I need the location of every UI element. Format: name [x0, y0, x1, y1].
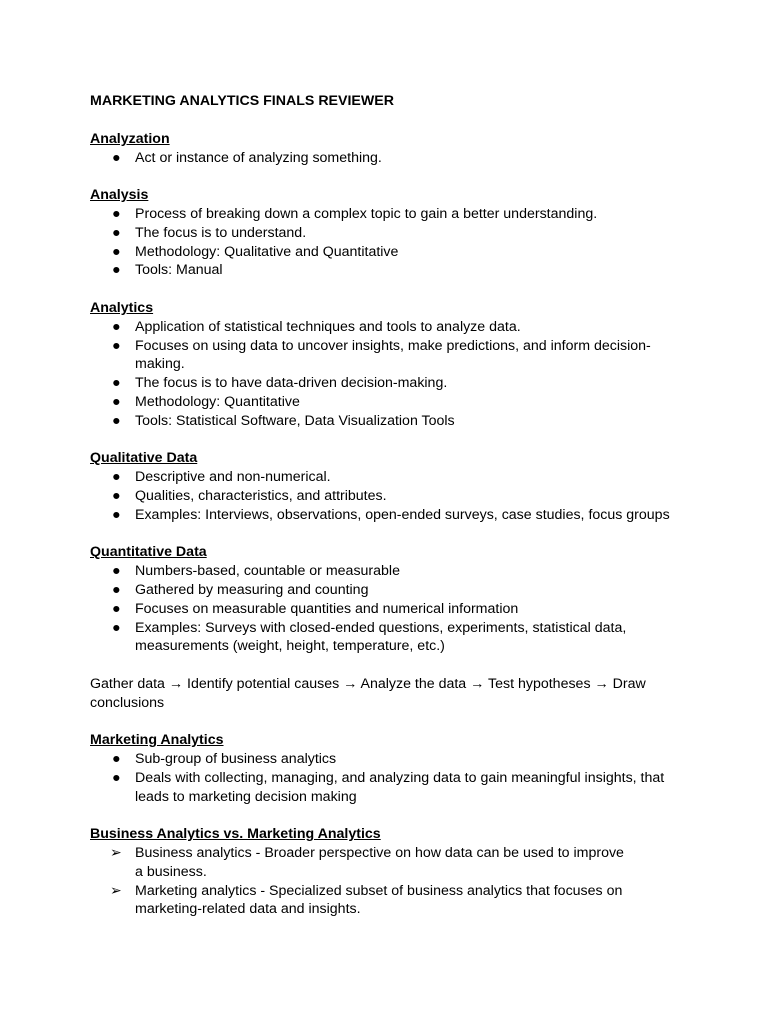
bullet-icon: ●	[112, 243, 121, 260]
list-item	[90, 243, 665, 262]
list-item	[90, 562, 665, 581]
list-item	[90, 318, 665, 337]
section-heading: Analytics	[90, 299, 154, 316]
section-heading: Analyzation	[90, 130, 170, 147]
list-item	[90, 750, 665, 769]
bullet-list	[90, 750, 768, 806]
section-heading: Qualitative Data	[90, 450, 198, 467]
bullet-icon: ●	[112, 506, 121, 523]
list-item-text: Methodology: Qualitative and Quantitative	[135, 243, 399, 260]
list-item-text: Process of breaking down a complex topic to gain a better understanding.	[135, 205, 598, 222]
bullet-list	[90, 318, 768, 431]
list-item	[90, 844, 635, 882]
section-heading: Marketing Analytics	[90, 732, 224, 749]
bullet-icon: ●	[112, 375, 121, 392]
list-item	[90, 506, 695, 525]
list-item-text: Marketing analytics - Specialized subset of business analytics that focuses on marketing-related data and insights.	[135, 882, 623, 918]
list-item-text: Sub-group of business analytics	[135, 751, 337, 768]
section-heading: Analysis	[90, 187, 149, 204]
list-item-text: Tools: Manual	[135, 262, 223, 279]
list-item	[90, 393, 665, 412]
bullet-icon: ●	[112, 262, 121, 279]
bullet-icon: ●	[112, 769, 121, 786]
section-qualitative-data	[90, 449, 768, 524]
list-item-text: Qualities, characteristics, and attributes.	[135, 487, 387, 504]
section-analyzation	[90, 130, 768, 168]
list-item-text: Examples: Surveys with closed-ended questions, experiments, statistical data, measurements (weight, height, temperature, etc.)	[135, 619, 627, 655]
list-item	[90, 487, 665, 506]
bullet-icon: ●	[112, 619, 121, 636]
arrow-bullet-icon: ➢	[110, 845, 122, 862]
list-item	[90, 619, 635, 657]
bullet-list	[90, 562, 768, 656]
bullet-list	[90, 149, 768, 168]
section-analysis	[90, 186, 768, 280]
list-item-text: Focuses on using data to uncover insights, make predictions, and inform decision-making.	[135, 337, 651, 373]
list-item	[90, 600, 665, 619]
section-business-vs-marketing	[90, 825, 768, 919]
list-item-text: Application of statistical techniques and tools to analyze data.	[135, 318, 521, 335]
bullet-list	[90, 468, 768, 524]
list-item-text: The focus is to understand.	[135, 224, 307, 241]
arrow-bullet-icon: ➢	[110, 882, 122, 899]
list-item-text: Business analytics - Broader perspective on how data can be used to improve a business.	[135, 845, 624, 880]
list-item	[90, 769, 665, 807]
document-title: MARKETING ANALYTICS FINALS REVIEWER	[90, 93, 394, 109]
bullet-icon: ●	[112, 149, 121, 166]
list-item-text: Numbers-based, countable or measurable	[135, 563, 400, 580]
list-item-text: Tools: Statistical Software, Data Visualization Tools	[135, 412, 455, 429]
bullet-icon: ●	[112, 563, 121, 580]
list-item-text: Deals with collecting, managing, and analyzing data to gain meaningful insights, that leads to marketing decision making	[135, 769, 665, 805]
bullet-icon: ●	[112, 487, 121, 504]
list-item	[90, 468, 665, 487]
process-flow-text: Gather data → Identify potential causes → Analyze the data → Test hypotheses → Draw conclusions	[90, 675, 646, 711]
list-item-text: Methodology: Quantitative	[135, 393, 300, 410]
list-item	[90, 412, 665, 431]
list-item-text: Act or instance of analyzing something.	[135, 149, 382, 166]
list-item-text: Focuses on measurable quantities and numerical information	[135, 600, 519, 617]
list-item-text: Descriptive and non-numerical.	[135, 469, 331, 486]
list-item	[90, 374, 665, 393]
list-item	[90, 337, 665, 375]
bullet-list	[90, 205, 768, 280]
bullet-icon: ●	[112, 412, 121, 429]
section-analytics	[90, 299, 768, 431]
bullet-icon: ●	[112, 337, 121, 354]
bullet-icon: ●	[112, 751, 121, 768]
list-item	[90, 261, 665, 280]
list-item	[90, 581, 665, 600]
list-item	[90, 224, 665, 243]
bullet-icon: ●	[112, 581, 121, 598]
list-item	[90, 882, 635, 920]
bullet-icon: ●	[112, 600, 121, 617]
bullet-icon: ●	[112, 224, 121, 241]
bullet-icon: ●	[112, 393, 121, 410]
section-heading: Quantitative Data	[90, 544, 207, 561]
arrow-list	[90, 844, 768, 919]
bullet-icon: ●	[112, 205, 121, 222]
bullet-icon: ●	[112, 469, 121, 486]
section-heading: Business Analytics vs. Marketing Analytics	[90, 826, 381, 843]
section-quantitative-data	[90, 543, 768, 656]
section-marketing-analytics	[90, 731, 768, 806]
list-item	[90, 205, 665, 224]
list-item-text: The focus is to have data-driven decision-making.	[135, 375, 448, 392]
list-item-text: Examples: Interviews, observations, open-ended surveys, case studies, focus groups	[135, 506, 670, 523]
list-item	[90, 149, 665, 168]
list-item-text: Gathered by measuring and counting	[135, 581, 369, 598]
bullet-icon: ●	[112, 318, 121, 335]
